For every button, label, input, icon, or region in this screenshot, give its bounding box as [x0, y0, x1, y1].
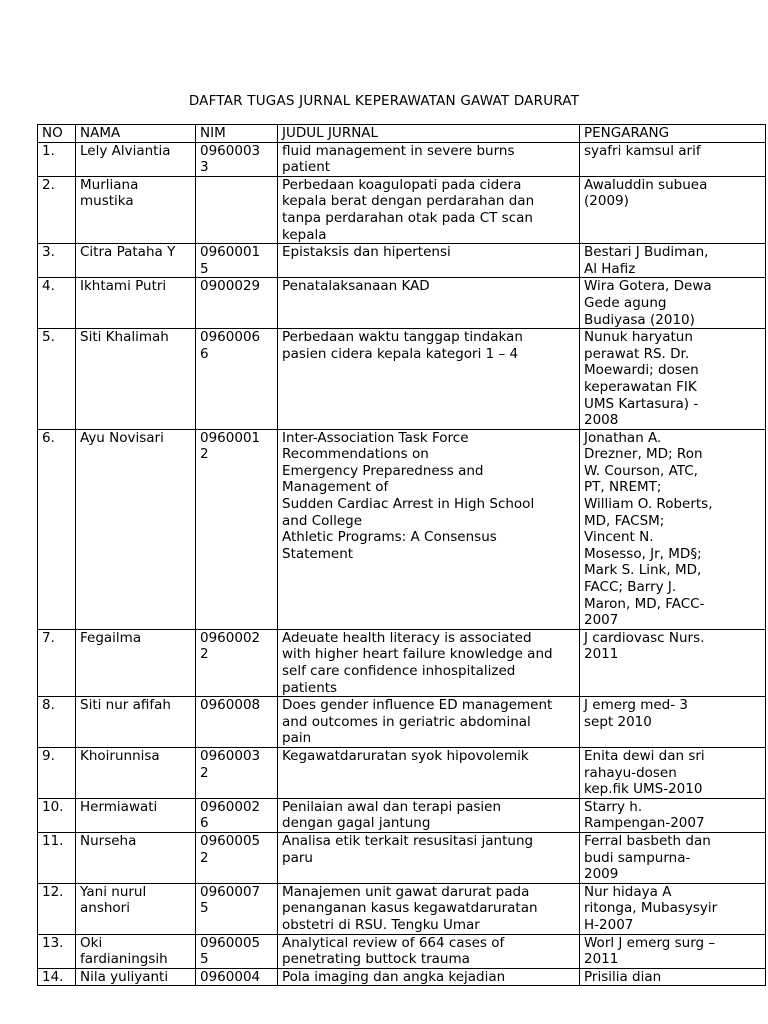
cell-judul — [278, 629, 580, 696]
cell-pengarang — [580, 244, 766, 278]
pengarang-line: Moewardi; dosen — [584, 362, 699, 379]
pengarang-line: Budiyasa (2010) — [584, 311, 695, 328]
pengarang-line: PT, NREMT; — [584, 479, 662, 496]
nim-line: 5 — [200, 951, 209, 968]
judul-line: obstetri di RSU. Tengku Umar — [282, 916, 480, 933]
pengarang-line: H-2007 — [584, 916, 634, 933]
pengarang-line: MD, FACSM; — [584, 512, 665, 529]
cell-pengarang — [580, 832, 766, 883]
row-number: 11. — [38, 832, 76, 883]
pengarang-line: keperawatan FIK — [584, 378, 697, 395]
judul-line: and College — [282, 512, 363, 529]
judul-line: Perbedaan waktu tanggap tindakan — [282, 329, 523, 346]
cell-pengarang — [580, 142, 766, 176]
table-row — [38, 883, 766, 934]
cell-nim — [196, 832, 278, 883]
table-row — [38, 278, 766, 329]
nama-line: Murliana — [80, 176, 139, 193]
cell-pengarang — [580, 747, 766, 798]
cell-nim — [196, 747, 278, 798]
header-pengarang: PENGARANG — [580, 125, 766, 143]
cell-nama — [76, 329, 196, 430]
cell-pengarang — [580, 883, 766, 934]
judul-line: self care confidence inhospitalized — [282, 663, 516, 679]
cell-nim — [196, 968, 278, 986]
pengarang-line: syafri kamsul arif — [584, 142, 701, 159]
cell-judul — [278, 934, 580, 968]
nama-line: Hermiawati — [80, 798, 158, 815]
pengarang-line: Mark S. Link, MD, — [584, 562, 702, 579]
cell-pengarang — [580, 278, 766, 329]
pengarang-line: budi sampurna- — [584, 849, 691, 866]
pengarang-line: Starry h. — [584, 798, 643, 815]
table-row — [38, 798, 766, 832]
nim-line: 0960004 — [200, 968, 261, 985]
judul-line: Management of — [282, 479, 389, 496]
table-row — [38, 934, 766, 968]
judul-line: Penilaian awal dan terapi pasien — [282, 798, 502, 815]
table-row — [38, 329, 766, 430]
cell-pengarang — [580, 629, 766, 696]
nim-line: 2 — [200, 764, 209, 781]
cell-nama — [76, 429, 196, 629]
table-row — [38, 697, 766, 748]
judul-line: pain — [282, 730, 312, 747]
cell-judul — [278, 329, 580, 430]
cell-nim — [196, 329, 278, 430]
nim-line: 2 — [200, 446, 209, 463]
cell-nim — [196, 798, 278, 832]
nim-line: 0960002 — [200, 798, 261, 815]
cell-nama — [76, 934, 196, 968]
pengarang-line: Rampengan-2007 — [584, 815, 705, 832]
judul-line: with higher heart failure knowledge and — [282, 646, 553, 663]
row-number: 14. — [38, 968, 76, 986]
nim-line: 0960001 — [200, 244, 261, 261]
pengarang-line: J emerg med- 3 — [584, 697, 688, 714]
cell-judul — [278, 747, 580, 798]
cell-nama — [76, 832, 196, 883]
judul-line: kepala berat dengan perdarahan dan — [282, 193, 535, 210]
cell-judul — [278, 832, 580, 883]
table-row — [38, 244, 766, 278]
pengarang-line: 2011 — [584, 951, 619, 968]
pengarang-line: Mosesso, Jr, MD§; — [584, 545, 702, 562]
nama-line: Lely Alviantia — [80, 142, 171, 159]
nim-line: 0960007 — [200, 883, 261, 900]
nama-line: Fegailma — [80, 629, 142, 646]
judul-line: dengan gagal jantung — [282, 815, 431, 832]
assignment-table — [37, 124, 766, 986]
judul-line: and outcomes in geriatric abdominal — [282, 713, 531, 730]
row-number: 2. — [38, 176, 76, 243]
nim-line: 0960001 — [200, 429, 261, 446]
cell-nim — [196, 244, 278, 278]
cell-judul — [278, 176, 580, 243]
pengarang-line: rahayu-dosen — [584, 764, 677, 781]
cell-nim — [196, 176, 278, 243]
table-row — [38, 629, 766, 696]
judul-line: pasien cidera kepala kategori 1 – 4 — [282, 345, 519, 362]
nim-line: 0960005 — [200, 934, 261, 951]
judul-line: Does gender influence ED management — [282, 697, 553, 714]
pengarang-line: FACC; Barry J. — [584, 579, 677, 596]
document-title: DAFTAR TUGAS JURNAL KEPERAWATAN GAWAT DARURAT — [188, 93, 580, 109]
judul-line: penanganan kasus kegawatdaruratan — [282, 900, 538, 917]
cell-judul — [278, 697, 580, 748]
pengarang-line: kep.fik UMS-2010 — [584, 781, 703, 798]
nim-line: 6 — [200, 345, 209, 362]
nim-line: 2 — [200, 646, 209, 663]
table-row — [38, 747, 766, 798]
nama-line: Nurseha — [80, 832, 137, 849]
nim-line: 0960008 — [200, 697, 261, 714]
judul-line: Manajemen unit gawat darurat pada — [282, 883, 530, 900]
nama-line: Citra Pataha Y — [80, 244, 176, 261]
cell-pengarang — [580, 429, 766, 629]
pengarang-line: 2009 — [584, 866, 619, 883]
nim-line: 0960003 — [200, 747, 261, 764]
row-number: 7. — [38, 629, 76, 696]
cell-nama — [76, 278, 196, 329]
nama-line: Khoirunnisa — [80, 747, 160, 764]
row-number: 3. — [38, 244, 76, 278]
judul-line: fluid management in severe burns — [282, 142, 515, 159]
table-header-row — [38, 125, 766, 143]
judul-line: Analisa etik terkait resusitasi jantung — [282, 832, 534, 849]
pengarang-line: 2007 — [584, 612, 619, 629]
cell-pengarang — [580, 697, 766, 748]
nim-line: 5 — [200, 900, 209, 917]
cell-nama — [76, 747, 196, 798]
pengarang-line: Bestari J Budiman, — [584, 244, 709, 261]
cell-judul — [278, 244, 580, 278]
row-number: 12. — [38, 883, 76, 934]
row-number: 9. — [38, 747, 76, 798]
table-row — [38, 176, 766, 243]
pengarang-line: Worl J emerg surg – — [584, 934, 716, 951]
judul-line: tanpa perdarahan otak pada CT scan — [282, 209, 533, 226]
cell-nim — [196, 697, 278, 748]
judul-line: penetrating buttock trauma — [282, 951, 470, 968]
judul-line: Kegawatdaruratan syok hipovolemik — [282, 747, 529, 764]
judul-line: Emergency Preparedness and — [282, 462, 484, 479]
nama-line: Yani nurul — [80, 883, 147, 900]
pengarang-line: Ferral basbeth dan — [584, 832, 711, 849]
cell-pengarang — [580, 176, 766, 243]
header-judul: JUDUL JURNAL — [278, 125, 580, 143]
cell-nama — [76, 798, 196, 832]
pengarang-line: Maron, MD, FACC- — [584, 595, 705, 612]
nama-line: Ayu Novisari — [80, 429, 164, 446]
cell-nim — [196, 142, 278, 176]
judul-line: Statement — [282, 545, 354, 562]
cell-pengarang — [580, 934, 766, 968]
judul-line: Perbedaan koagulopati pada cidera — [282, 176, 522, 193]
cell-nim — [196, 934, 278, 968]
judul-line: Recommendations on — [282, 446, 429, 463]
cell-judul — [278, 142, 580, 176]
judul-line: Epistaksis dan hipertensi — [282, 244, 451, 261]
nim-line: 2 — [200, 849, 209, 866]
row-number: 1. — [38, 142, 76, 176]
nama-line: Nila yuliyanti — [80, 968, 169, 985]
nama-line: Ikhtami Putri — [80, 278, 167, 295]
cell-judul — [278, 278, 580, 329]
nim-line: 0900029 — [200, 278, 261, 295]
cell-nim — [196, 278, 278, 329]
cell-judul — [278, 798, 580, 832]
nama-line: Siti nur afifah — [80, 697, 171, 714]
nim-line: 0960002 — [200, 629, 261, 646]
nim-line: 0960006 — [200, 329, 261, 346]
judul-line: Inter-Association Task Force — [282, 429, 469, 446]
pengarang-line: Vincent N. — [584, 529, 654, 546]
cell-nim — [196, 883, 278, 934]
cell-nama — [76, 629, 196, 696]
pengarang-line: Gede agung — [584, 294, 667, 311]
pengarang-line: Prisilia dian — [584, 968, 662, 985]
nama-line: anshori — [80, 900, 130, 917]
nim-line: 5 — [200, 260, 209, 277]
cell-nama — [76, 142, 196, 176]
judul-line: Athletic Programs: A Consensus — [282, 529, 497, 546]
pengarang-line: Awaluddin subuea — [584, 176, 708, 193]
pengarang-line: sept 2010 — [584, 713, 652, 730]
row-number: 4. — [38, 278, 76, 329]
nama-line: mustika — [80, 193, 134, 210]
cell-nama — [76, 697, 196, 748]
pengarang-line: perawat RS. Dr. — [584, 345, 690, 362]
pengarang-line: Enita dewi dan sri — [584, 747, 705, 764]
row-number: 10. — [38, 798, 76, 832]
row-number: 8. — [38, 697, 76, 748]
cell-nama — [76, 968, 196, 986]
table-row — [38, 429, 766, 629]
pengarang-line: Al Hafiz — [584, 260, 636, 277]
table-row — [38, 832, 766, 883]
judul-line: Analytical review of 664 cases of — [282, 934, 505, 951]
pengarang-line: Drezner, MD; Ron — [584, 446, 703, 463]
pengarang-line: 2011 — [584, 646, 619, 663]
judul-line: kepala — [282, 226, 327, 243]
pengarang-line: 2008 — [584, 412, 619, 429]
nama-line: Siti Khalimah — [80, 329, 169, 346]
judul-line: Sudden Cardiac Arrest in High School — [282, 496, 535, 513]
cell-nama — [76, 176, 196, 243]
nim-line: 3 — [200, 159, 209, 176]
judul-line: Penatalaksanaan KAD — [282, 278, 430, 295]
nim-line: 0960003 — [200, 142, 261, 159]
pengarang-line: W. Courson, ATC, — [584, 462, 698, 479]
nim-line: 0960005 — [200, 832, 261, 849]
cell-nim — [196, 429, 278, 629]
cell-pengarang — [580, 968, 766, 986]
pengarang-line: ritonga, Mubasysyir — [584, 900, 718, 917]
judul-line: Pola imaging dan angka kejadian — [282, 968, 506, 985]
header-no: NO — [38, 125, 76, 143]
table-row — [38, 142, 766, 176]
judul-line: patient — [282, 159, 331, 176]
pengarang-line: (2009) — [584, 193, 629, 210]
row-number: 5. — [38, 329, 76, 430]
pengarang-line: Nur hidaya A — [584, 883, 672, 900]
judul-line: patients — [282, 679, 338, 696]
nim-line: 6 — [200, 815, 209, 832]
nama-line: Oki — [80, 934, 103, 951]
header-nim: NIM — [196, 125, 278, 143]
cell-judul — [278, 968, 580, 986]
judul-line: paru — [282, 849, 313, 866]
cell-judul — [278, 883, 580, 934]
row-number: 13. — [38, 934, 76, 968]
cell-nama — [76, 244, 196, 278]
row-number: 6. — [38, 429, 76, 629]
cell-nama — [76, 883, 196, 934]
pengarang-line: J cardiovasc Nurs. — [584, 629, 705, 646]
cell-pengarang — [580, 329, 766, 430]
cell-pengarang — [580, 798, 766, 832]
table-row — [38, 968, 766, 986]
judul-line: Adeuate health literacy is associated — [282, 629, 532, 646]
cell-nim — [196, 629, 278, 696]
pengarang-line: Wira Gotera, Dewa — [584, 278, 712, 295]
pengarang-line: Nunuk haryatun — [584, 329, 693, 346]
header-nama: NAMA — [76, 125, 196, 143]
nama-line: fardianingsih — [80, 951, 168, 968]
pengarang-line: Jonathan A. — [584, 429, 662, 446]
pengarang-line: William O. Roberts, — [584, 496, 713, 513]
cell-judul — [278, 429, 580, 629]
pengarang-line: UMS Kartasura) - — [584, 395, 699, 412]
